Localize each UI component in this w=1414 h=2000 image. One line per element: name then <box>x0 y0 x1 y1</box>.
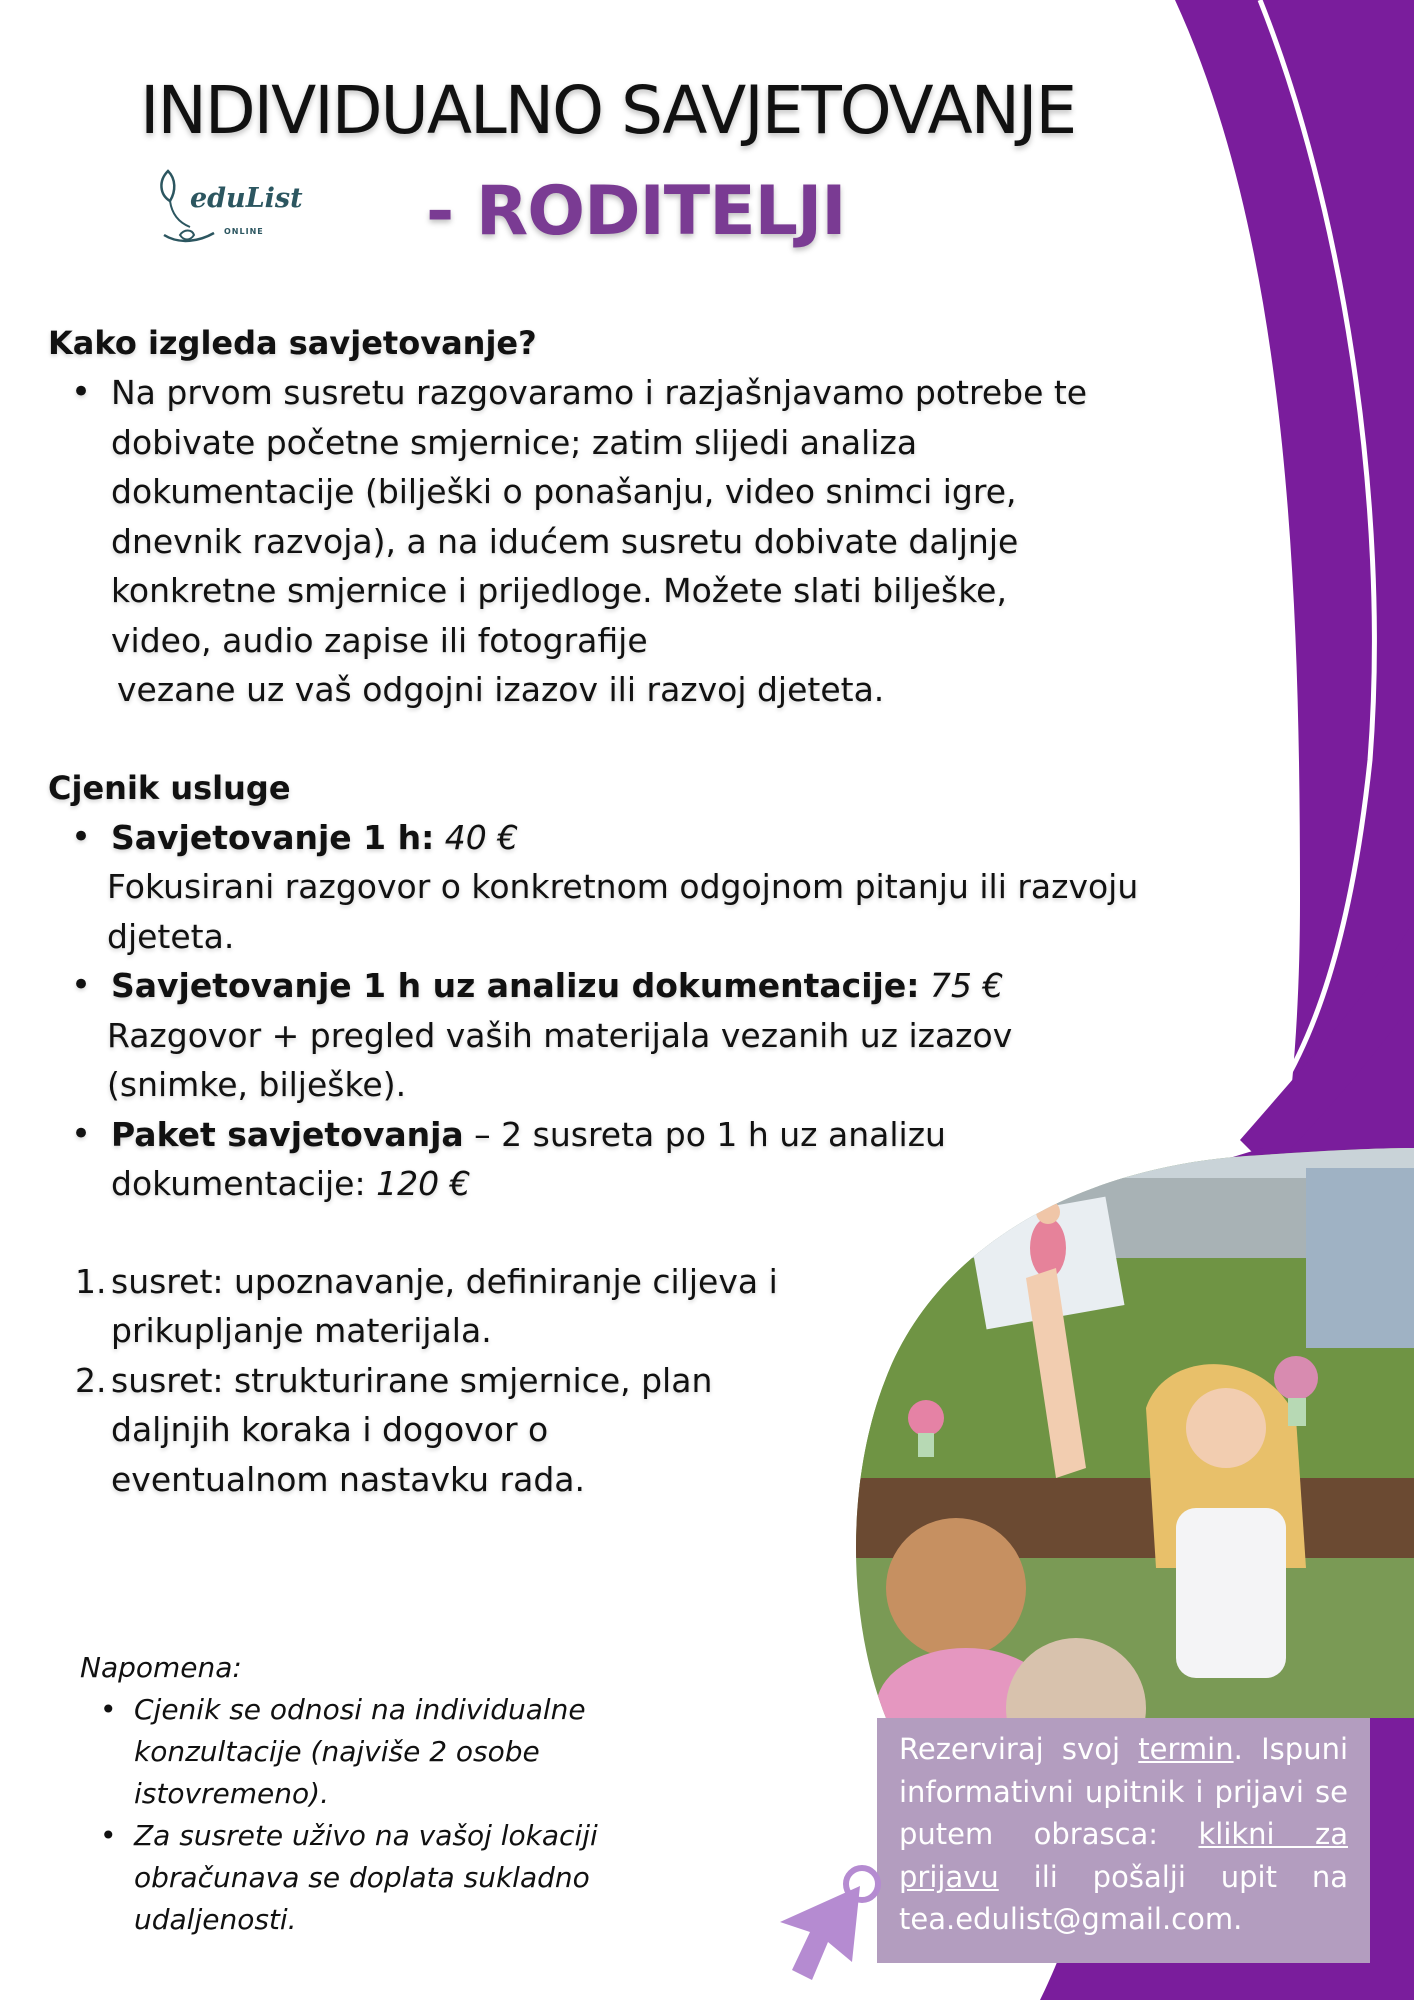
section-heading-how: Kako izgleda savjetovanje? <box>48 324 537 362</box>
step-number: 1. <box>75 1261 107 1301</box>
price-value: 40 € <box>434 817 519 857</box>
pricing-item <box>107 813 1248 962</box>
how-line: konkretne smjernice i prijedloge. Možete slati bilješke, <box>111 571 1007 610</box>
price-description: (snimke, bilješke). <box>107 1065 407 1104</box>
booking-box <box>877 1718 1370 1963</box>
pricing-item <box>107 961 1248 1110</box>
photo <box>826 1148 1414 1748</box>
cta-text: ili pošalji upit na tea.edulist@gmail.com. <box>899 1859 1348 1936</box>
photo-illustration <box>826 1148 1414 1748</box>
package-text: – 2 susreta po 1 h uz analizu <box>463 1114 946 1154</box>
section-heading-pricing: Cjenik usluge <box>48 768 291 807</box>
price-value: 120 € <box>376 1164 471 1203</box>
how-line: dnevnik razvoja), a na idućem susretu dobivate daljnje <box>111 521 1019 561</box>
logo-text: eduList <box>190 183 303 214</box>
cursor-click-icon <box>770 1862 890 1982</box>
price-description: Razgovor + pregled vaših materijala vezanih uz izazov <box>107 1015 1013 1055</box>
note-item: • Za susrete uživo na vašoj lokaciji obračunava se doplata sukladno udaljenosti. <box>134 1815 720 1941</box>
page-subtitle: - RODITELJI <box>426 172 846 251</box>
note-list <box>80 1689 720 1941</box>
note-section <box>80 1647 720 1941</box>
how-line: dobivate početne smjernice; zatim slijedi analiza <box>111 422 918 462</box>
page-title: INDIVIDUALNO SAVJETOVANJE <box>140 72 1076 149</box>
price-label: Savjetovanje 1 h uz analizu dokumentacije: <box>111 966 920 1005</box>
note-item: • Cjenik se odnosi na individualne konzultacije (najviše 2 osobe istovremeno). <box>134 1689 720 1815</box>
cta-text: Rezerviraj svoj <box>899 1732 1139 1766</box>
price-description: djeteta. <box>107 916 235 956</box>
how-line: vezane uz vaš odgojni izazov ili razvoj djeteta. <box>117 670 885 709</box>
package-text: dokumentacije: <box>111 1164 377 1203</box>
how-line: dokumentacije (bilješki o ponašanju, video snimci igre, <box>111 472 1017 511</box>
how-item <box>111 368 1248 715</box>
how-line: video, audio zapise ili fotografije <box>111 620 648 660</box>
signup-link[interactable]: klikni za prijavu <box>899 1817 1348 1894</box>
price-label: Savjetovanje 1 h: <box>111 817 435 857</box>
cta-text: . <box>1233 1732 1243 1766</box>
step-line: susret: upoznavanje, definiranje ciljeva i <box>111 1261 778 1301</box>
cta-text: Ispuni informativni upitnik i prijavi se putem obrasca: <box>899 1732 1349 1851</box>
how-list <box>48 368 1248 715</box>
price-value: 75 € <box>919 966 1004 1005</box>
step-line: eventualnom nastavku rada. <box>111 1459 586 1499</box>
step-number: 2. <box>75 1360 107 1400</box>
step-line: prikupljanje materijala. <box>111 1311 492 1350</box>
step-line: susret: strukturirane smjernice, plan <box>111 1360 713 1400</box>
note-title: Napomena: <box>80 1651 242 1684</box>
termin-link[interactable]: termin <box>1138 1732 1234 1766</box>
step-line: daljnjih koraka i dogovor o <box>111 1410 549 1449</box>
how-line: • Na prvom susretu razgovaramo i razjašnjavamo potrebe te <box>111 373 1088 412</box>
logo-subtext: ONLINE <box>224 227 264 236</box>
edulist-logo <box>150 165 310 255</box>
price-label: Paket savjetovanja <box>111 1114 464 1154</box>
price-description: Fokusirani razgovor o konkretnom odgojnom pitanju ili razvoju <box>107 867 1139 906</box>
